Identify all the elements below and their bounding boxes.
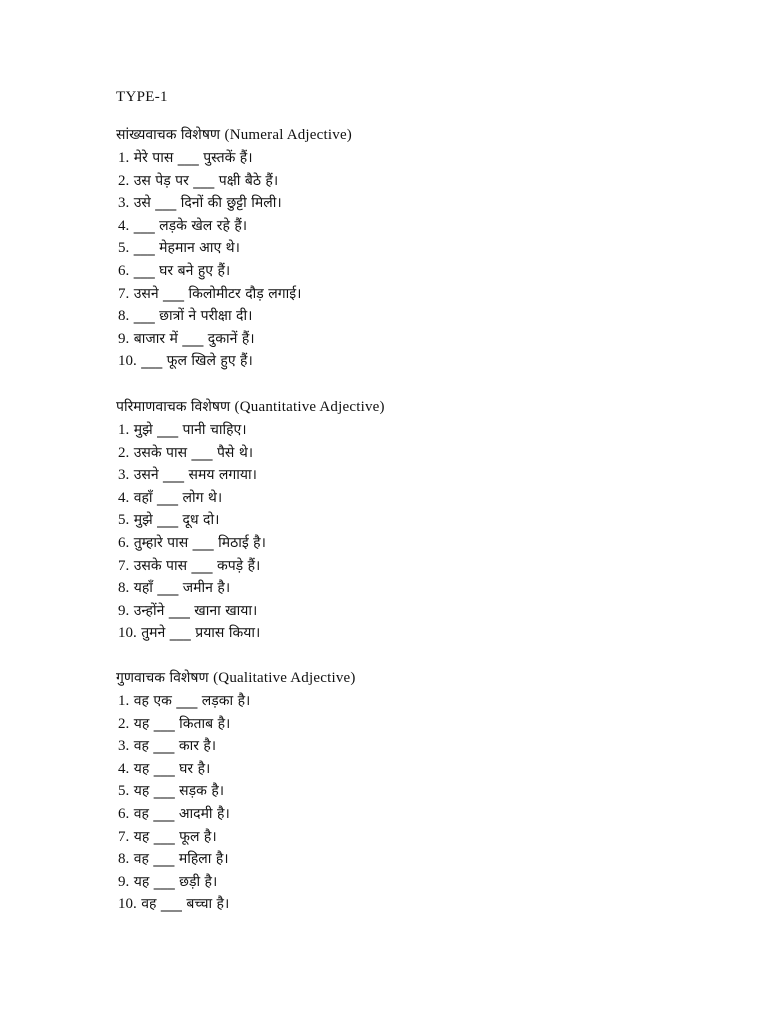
list-item — [116, 194, 676, 212]
item-number: 4. — [118, 760, 130, 777]
item-number: 7. — [118, 557, 130, 574]
list-item — [116, 172, 676, 190]
item-text: वह ___ बच्चा है। — [141, 896, 230, 913]
section-heading-english: (Numeral Adjective) — [224, 127, 352, 143]
list-item — [116, 624, 676, 642]
list-item — [116, 737, 676, 755]
list-item — [116, 805, 676, 823]
list-item — [116, 692, 676, 710]
list-item — [116, 285, 676, 303]
item-number: 1. — [118, 693, 130, 709]
list-item — [116, 715, 676, 733]
item-number: 2. — [118, 444, 130, 461]
list-item — [116, 330, 676, 348]
item-text: वह ___ आदमी है। — [133, 805, 230, 822]
section-heading-english: (Qualitative Adjective) — [213, 670, 356, 686]
item-number: 9. — [118, 330, 130, 347]
list-item — [116, 895, 676, 913]
item-text: ___ लड़के खेल रहे हैं। — [133, 217, 248, 234]
item-number: 2. — [118, 172, 130, 189]
item-text: वह ___ महिला है। — [133, 851, 229, 868]
list-item — [116, 782, 676, 800]
section-heading-hindi: गुणवाचक विशेषण — [116, 670, 209, 686]
list-item — [116, 828, 676, 846]
item-text: ___ घर बने हुए हैं। — [133, 262, 231, 279]
document-title: TYPE-1 — [116, 89, 168, 105]
item-number: 6. — [118, 262, 130, 279]
list-item — [116, 557, 676, 575]
list-item — [116, 602, 676, 620]
item-text: वहाँ ___ लोग थे। — [133, 489, 223, 506]
list-item — [116, 760, 676, 778]
list-item — [116, 579, 676, 597]
list-item — [116, 262, 676, 280]
item-text: यह ___ सड़क है। — [133, 783, 225, 800]
list-item — [116, 444, 676, 462]
list-item — [116, 217, 676, 235]
item-text: यह ___ छड़ी है। — [133, 873, 218, 890]
item-number: 5. — [118, 240, 130, 257]
item-text: यहाँ ___ जमीन है। — [133, 580, 231, 597]
section-heading — [116, 398, 676, 416]
item-text: उसके पास ___ पैसे थे। — [133, 444, 254, 461]
list-item — [116, 511, 676, 529]
item-number: 5. — [118, 783, 130, 800]
section-heading-hindi: परिमाणवाचक विशेषण — [116, 399, 231, 415]
item-number: 5. — [118, 512, 130, 529]
item-number: 8. — [118, 308, 130, 325]
item-text: यह ___ फूल है। — [133, 828, 217, 845]
section-quantitative-adjective — [116, 398, 676, 647]
item-number: 6. — [118, 805, 130, 822]
item-text: उसे ___ दिनों की छुट्टी मिली। — [133, 195, 282, 212]
item-text: वह ___ कार है। — [133, 738, 217, 755]
list-item — [116, 534, 676, 552]
item-number: 2. — [118, 715, 130, 732]
item-text: तुमने ___ प्रयास किया। — [141, 625, 261, 642]
item-text: ___ छात्रों ने परीक्षा दी। — [133, 308, 253, 325]
list-item — [116, 239, 676, 257]
item-text: उसने ___ किलोमीटर दौड़ लगाई। — [133, 285, 302, 302]
item-number: 1. — [118, 422, 130, 438]
item-number: 3. — [118, 467, 130, 484]
item-text: उसके पास ___ कपड़े हैं। — [133, 557, 261, 574]
list-item — [116, 466, 676, 484]
item-text: यह ___ घर है। — [133, 760, 211, 777]
item-text: वह एक ___ लड़का है। — [133, 693, 251, 709]
list-item — [116, 873, 676, 891]
item-number: 4. — [118, 217, 130, 234]
item-number: 7. — [118, 285, 130, 302]
item-number: 7. — [118, 828, 130, 845]
item-text: मुझे ___ दूध दो। — [133, 512, 220, 529]
item-text: ___ फूल खिले हुए हैं। — [141, 353, 253, 370]
item-text: उन्होंने ___ खाना खाया। — [133, 602, 258, 619]
item-number: 9. — [118, 602, 130, 619]
item-number: 10. — [118, 625, 137, 642]
item-text: ___ मेहमान आए थे। — [133, 240, 240, 257]
item-text: उसने ___ समय लगाया। — [133, 467, 257, 484]
section-qualitative-adjective — [116, 669, 676, 918]
item-number: 3. — [118, 738, 130, 755]
section-heading-english: (Quantitative Adjective) — [234, 399, 385, 415]
item-number: 4. — [118, 489, 130, 506]
item-text: बाजार में ___ दुकानें हैं। — [133, 330, 255, 347]
item-number: 3. — [118, 195, 130, 212]
item-number: 1. — [118, 150, 130, 166]
item-text: यह ___ किताब है। — [133, 715, 231, 732]
item-number: 8. — [118, 851, 130, 868]
item-text: मुझे ___ पानी चाहिए। — [133, 422, 247, 438]
list-item — [116, 352, 676, 370]
item-number: 10. — [118, 896, 137, 913]
list-item — [116, 149, 676, 167]
item-text: उस पेड़ पर ___ पक्षी बैठे हैं। — [133, 172, 279, 189]
item-number: 6. — [118, 534, 130, 551]
section-heading — [116, 669, 676, 687]
list-item — [116, 489, 676, 507]
section-heading-hindi: सांख्यवाचक विशेषण — [116, 127, 221, 143]
section-numeral-adjective — [116, 126, 676, 375]
item-number: 10. — [118, 353, 137, 370]
item-text: मेरे पास ___ पुस्तकें हैं। — [133, 150, 253, 166]
list-item — [116, 421, 676, 439]
item-number: 9. — [118, 873, 130, 890]
list-item — [116, 850, 676, 868]
item-text: तुम्हारे पास ___ मिठाई है। — [133, 534, 266, 551]
list-item — [116, 307, 676, 325]
section-heading — [116, 126, 676, 144]
item-number: 8. — [118, 580, 130, 597]
